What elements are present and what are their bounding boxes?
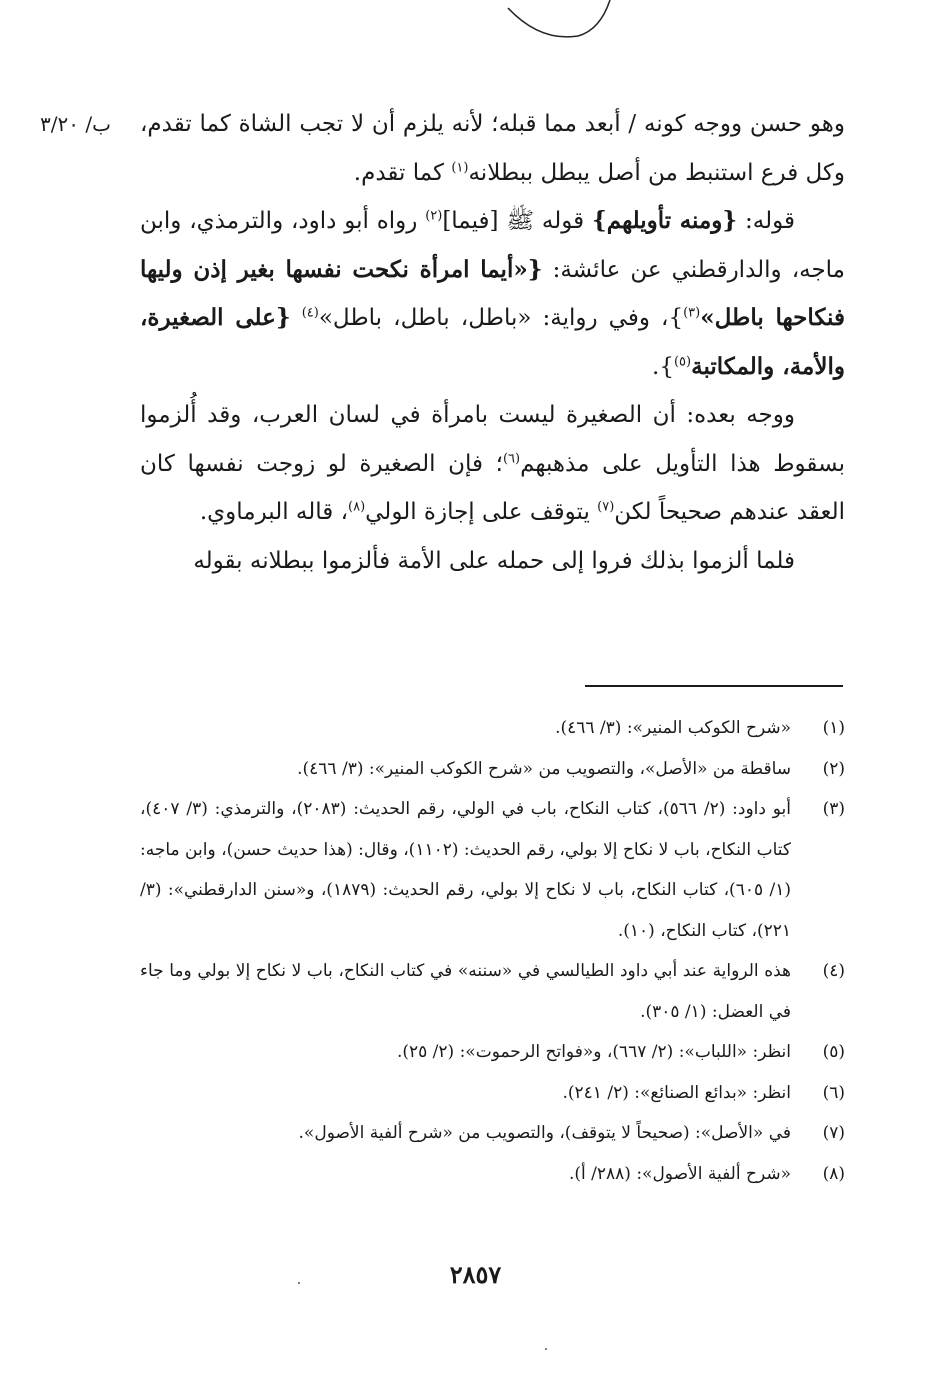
footnote-ref: (٧) — [597, 499, 615, 515]
text-run — [291, 305, 302, 331]
quoted-text: {ومنه تأويلهم} — [591, 207, 738, 234]
footnote-number: (٥) — [822, 1042, 845, 1062]
quoted-text: {على الصغيرة، والأمة، والمكاتبة — [140, 304, 845, 380]
footnote-text: «شرح الكوكب المنير»: (٣/ ٤٦٦). — [555, 718, 791, 738]
quoted-text: {«أيما امرأة نكحت نفسها بغير إذن وليها فنكاحها باطل» — [140, 255, 845, 331]
text-run: قوله ﷺ [فيما] — [442, 208, 592, 234]
margin-folio-note: ب/ ٣/٢٠ — [40, 112, 111, 136]
text-run: }. — [652, 353, 674, 380]
footnote-number: (٨) — [822, 1163, 845, 1184]
paragraph — [140, 197, 845, 391]
footnote-ref: (١) — [451, 159, 469, 175]
footnote-item — [140, 951, 845, 1032]
footnote-number: (٢) — [822, 758, 845, 779]
footnote-ref: (٢) — [425, 208, 443, 224]
paragraph — [140, 391, 845, 537]
footnotes — [140, 708, 845, 1194]
page-number: ٢٨٥٧ — [449, 1260, 502, 1289]
footnote-item — [140, 1113, 845, 1154]
footnote-ref: (٥) — [673, 353, 692, 369]
footnote-number: (٤) — [822, 961, 845, 981]
footnote-text: في «الأصل»: (صحيحاً لا يتوقف)، والتصويب من «شرح ألفية الأصول». — [298, 1123, 791, 1143]
text-run: فلما ألزموا بذلك فروا إلى حمله على الأمة فألزموا ببطلانه بقوله — [193, 547, 795, 574]
main-text — [140, 100, 845, 585]
paragraph — [140, 100, 845, 197]
text-run: ؛ فإن الصغيرة لو زوجت نفسها كان العقد عندهم صحيحاً لكن — [140, 450, 845, 525]
footnote-number: (١) — [822, 718, 845, 738]
text-run: }، وفي رواية: «باطل، باطل، باطل» — [318, 305, 684, 331]
text-run: وهو حسن ووجه كونه / أبعد مما قبله؛ لأنه يلزم أن لا تجب الشاة كما تقدم، وكل فرع استنبط من أصل يبطل ببطلانه — [140, 111, 845, 186]
text-run: رواه أبو داود، والترمذي، وابن ماجه، والدارقطني عن عائشة: — [140, 208, 845, 283]
footnote-item — [140, 1154, 845, 1195]
footnote-ref: (٣) — [683, 305, 701, 321]
footnote-number: (٦) — [822, 1082, 845, 1103]
footnote-ref: (٤) — [301, 305, 319, 321]
scan-speck — [545, 1348, 547, 1350]
footnote-separator — [585, 685, 843, 687]
footnote-number: (٣) — [822, 799, 845, 819]
footnote-item — [140, 1073, 845, 1114]
footnote-text: ساقطة من «الأصل»، والتصويب من «شرح الكوكب المنير»: (٣/ ٤٦٦). — [297, 758, 791, 779]
footnote-ref: (٨) — [348, 499, 366, 515]
footnote-text: «شرح ألفية الأصول»: (٢٨٨/ أ). — [568, 1163, 791, 1184]
text-run: كما تقدم. — [353, 159, 452, 186]
footnote-item — [140, 708, 845, 749]
text-run: يتوقف على إجازة الولي — [365, 499, 598, 525]
footnote-text: هذه الرواية عند أبي داود الطيالسي في «سننه» في كتاب النكاح، باب لا نكاح إلا بولي وما جاء في العضل: (١/ ٣٠٥). — [140, 961, 791, 1022]
text-run: قوله: — [737, 208, 795, 234]
footnote-number: (٧) — [822, 1123, 845, 1143]
footnote-text: أبو داود: (٢/ ٥٦٦)، كتاب النكاح، باب في الولي، رقم الحديث: (٢٠٨٣)، والترمذي: (٣/ ٤٠٧)، كتاب النكاح، باب لا نكاح إلا بولي، رقم الحديث: (١١٠٢)، وقال: (هذا حديث حسن)، وابن ماجه: (١/ ٦٠٥)، كتاب النكاح، باب لا نكاح إلا بولي، رقم الحديث: (١٨٧٩)، و«سنن الدارقطني»: (٣/ ٢٢١)، كتاب النكاح، (١٠). — [140, 799, 791, 941]
footnote-item — [140, 749, 845, 790]
paragraph — [140, 537, 845, 586]
page-edge-arc — [500, 0, 620, 45]
text-run: ووجه بعده: أن الصغيرة ليست بامرأة في لسان العرب، وقد أُلزموا بسقوط هذا التأويل على مذهبهم — [140, 402, 845, 477]
scan-speck — [298, 1282, 300, 1284]
footnote-item — [140, 1032, 845, 1073]
footnote-item — [140, 789, 845, 951]
footnote-text: انظر: «اللباب»: (٢/ ٦٦٧)، و«فواتح الرحموت»: (٢/ ٢٥). — [396, 1042, 791, 1062]
footnote-text: انظر: «بدائع الصنائع»: (٢/ ٢٤١). — [562, 1082, 791, 1103]
footnote-ref: (٦) — [502, 450, 521, 466]
text-run: ، قاله البرماوي. — [199, 499, 348, 525]
